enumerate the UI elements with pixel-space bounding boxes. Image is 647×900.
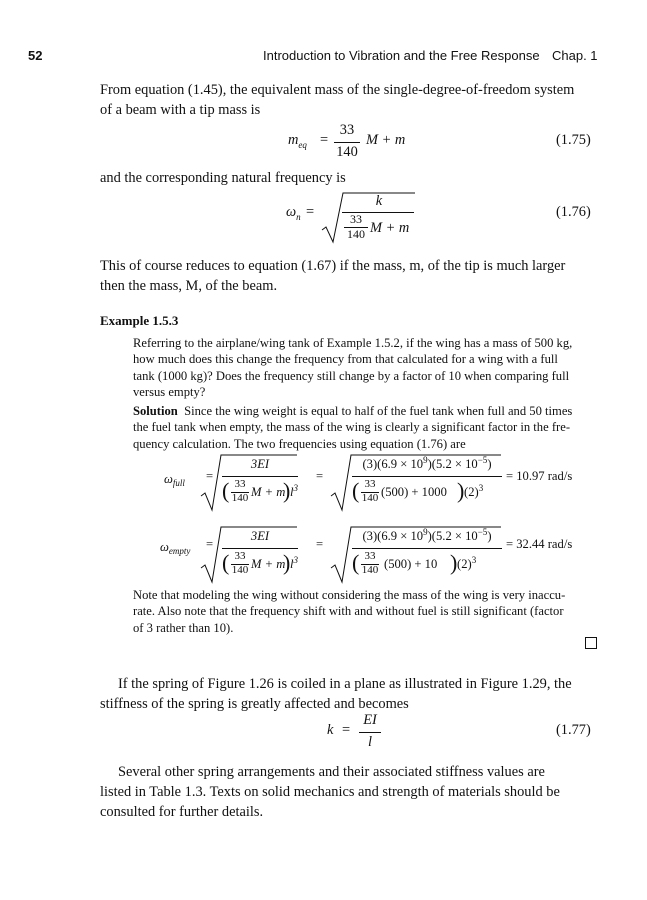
equation-1-76 [0, 190, 647, 254]
paragraph-line: consulted for further details. [100, 804, 264, 820]
fraction-bar [359, 732, 381, 733]
inner-denominator: 140 [347, 227, 365, 241]
result-value: = 10.97 rad/s [506, 469, 573, 483]
paragraph-line: Several other spring arrangements and their associated stiffness values are [118, 764, 545, 780]
eq-lhs: $m_{eq}$ [288, 132, 307, 150]
paragraph-line: of a beam with a tip mass is [100, 102, 261, 118]
paragraph-line: From equation (1.45), the equivalent mass of the single-degree-of-freedom system [100, 82, 575, 98]
open-paren: ( [352, 550, 360, 575]
equals-sign: = [320, 132, 329, 148]
example-problem [133, 335, 601, 400]
length-value: $(2)^3$ [457, 554, 477, 571]
paragraph-line: This of course reduces to equation (1.67) if the mass, m, of the tip is much larger [100, 258, 566, 274]
example-heading: Example 1.5.3 [100, 313, 179, 328]
inner-numerator: 33 [234, 478, 246, 490]
equals-sign: = [316, 537, 324, 551]
equals-sign: = [316, 469, 324, 483]
paragraph-3 [100, 256, 600, 296]
close-paren: ) [450, 550, 458, 575]
paragraph-line: stiffness of the spring is greatly affected and becomes [100, 696, 409, 712]
inner-rest: M + m [251, 485, 286, 499]
open-paren: ( [352, 478, 360, 503]
example-line: Note that modeling the wing without considering the mass of the wing is very inaccu- [133, 588, 566, 602]
fraction-denominator: 140 [336, 144, 358, 160]
paragraph-5 [100, 762, 600, 822]
example-line: Solution Since the wing weight is equal to half of the fuel tank when full and 50 times [133, 404, 573, 418]
paragraph-1 [100, 80, 600, 120]
fraction-numerator: EI [363, 712, 377, 728]
length-symbol: $l^3$ [290, 554, 298, 571]
example-line: quency calculation. The two frequencies using equation (1.76) are [133, 436, 466, 451]
fraction-bar [334, 142, 360, 143]
radical-numerator: 3EI [250, 457, 270, 471]
inner-denominator: 140 [361, 564, 379, 576]
equation-omega-empty [0, 526, 647, 588]
chapter-label: Chap. 1 [552, 48, 598, 63]
length-symbol: $l^3$ [290, 482, 298, 499]
eq-lhs: $\omega_{full}$ [164, 472, 185, 488]
inner-numerator: 33 [364, 478, 376, 490]
radical-numerator: $(3)(6.9 \times 10^9)(5.2 \times 10^{-5})$ [362, 454, 492, 471]
example-note [133, 587, 601, 636]
equation-1-77 [0, 712, 647, 758]
example-line: Referring to the airplane/wing tank of Example 1.5.2, if the wing has a mass of 500 kg, [133, 336, 573, 350]
equation-number: (1.75) [556, 132, 591, 148]
result-value: = 32.44 rad/s [506, 537, 573, 551]
eq-lhs: $\omega_n$ [286, 204, 301, 222]
radical-numerator: $(3)(6.9 \times 10^9)(5.2 \times 10^{-5})$ [362, 526, 492, 543]
paragraph-line: If the spring of Figure 1.26 is coiled in a plane as illustrated in Figure 1.29, the [118, 676, 572, 692]
running-title: Introduction to Vibration and the Free Response [263, 48, 540, 63]
fraction-bar [352, 548, 502, 549]
paragraph-2: and the corresponding natural frequency is [100, 170, 346, 186]
equals-sign: = [206, 469, 214, 483]
inner-rest: (500) + 10 [384, 557, 438, 571]
radical-numerator: k [375, 193, 383, 209]
example-line: tank (1000 kg)? Does the frequency still change by a factor of 10 when comparing full [133, 368, 570, 383]
inner-numerator: 33 [234, 550, 246, 562]
radical-numerator: 3EI [250, 529, 270, 543]
solution-label: Solution [133, 404, 178, 418]
paragraph-4 [100, 674, 600, 714]
close-paren: ) [283, 478, 291, 503]
inner-rest: M + m [370, 220, 410, 236]
close-paren: ) [457, 478, 465, 503]
fraction-denominator: l [368, 734, 372, 750]
close-paren: ) [283, 550, 291, 575]
example-line: the fuel tank when empty, the mass of the wing is clearly a significant factor in the fre- [133, 420, 571, 435]
inner-denominator: 140 [361, 492, 379, 504]
fraction-numerator: 33 [339, 122, 355, 138]
equals-sign: = [306, 204, 315, 220]
paragraph-line: listed in Table 1.3. Texts on solid mechanics and strength of materials should be [100, 784, 560, 800]
page-number: 52 [28, 48, 43, 63]
example-line: how much does this change the frequency from that calculated for a wing with a full [133, 352, 558, 367]
inner-numerator: 33 [350, 212, 362, 226]
inner-rest: (500) + 1000 [381, 485, 447, 499]
inner-numerator: 33 [364, 550, 376, 562]
end-of-example-icon [585, 637, 597, 649]
inner-denominator: 140 [231, 564, 249, 576]
open-paren: ( [222, 478, 230, 503]
equals-sign: = [206, 537, 214, 551]
paragraph-line: then the mass, M, of the beam. [100, 278, 278, 294]
equation-number: (1.77) [556, 722, 591, 738]
eq-lhs: $\omega_{empty}$ [160, 540, 191, 556]
equation-number: (1.76) [556, 204, 591, 220]
eq-rhs: M + m [366, 132, 406, 148]
fraction-bar [222, 548, 298, 549]
example-line: versus empty? [133, 384, 206, 399]
open-paren: ( [222, 550, 230, 575]
eq-lhs: k [327, 722, 334, 738]
example-solution [133, 403, 601, 452]
fraction-bar [222, 476, 298, 477]
equation-omega-full [0, 454, 647, 516]
fraction-bar [352, 476, 502, 477]
inner-rest: M + m [251, 557, 286, 571]
equals-sign: = [342, 722, 351, 738]
equation-1-75 [0, 120, 647, 170]
example-line: rate. Also note that the frequency shift with and without fuel is still significant (factor [133, 604, 564, 619]
inner-denominator: 140 [231, 492, 249, 504]
length-value: $(2)^3$ [464, 482, 484, 499]
example-line: of 3 rather than 10). [133, 620, 234, 635]
